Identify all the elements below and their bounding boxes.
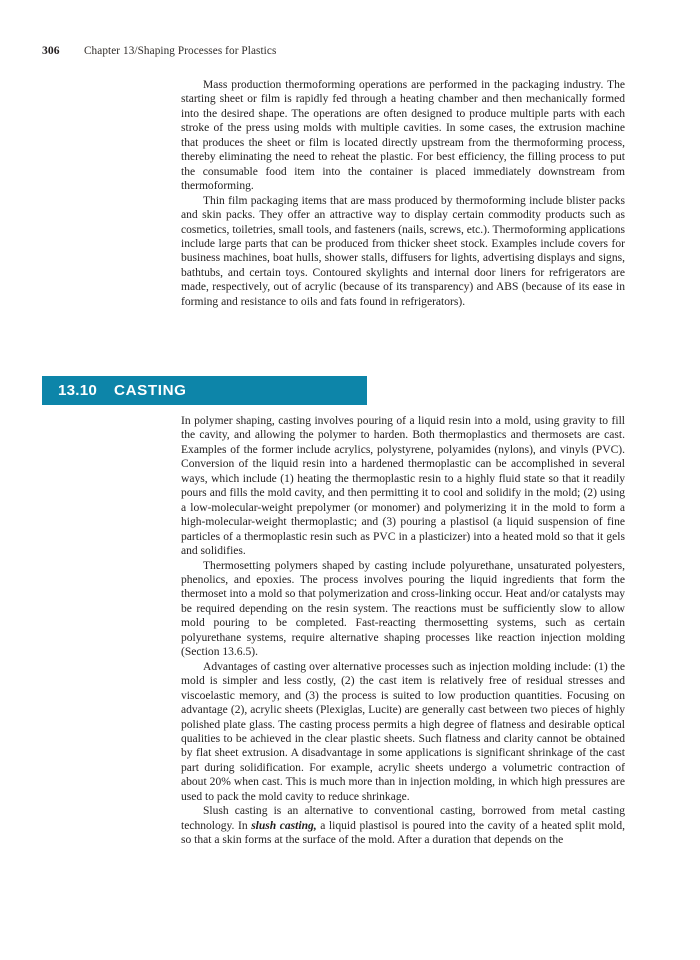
paragraph: Advantages of casting over alternative processes such as injection molding include: (1) the mold is simpler and less costly, (2) the cast item is relatively free of residual stresses and viscoelastic memory, and (3) the process is suited to low production quantities. Focusing on advantage (2), acrylic sheets (Plexiglas, Lucite) are generally cast between two pieces of highly polished plate glass. The casting process permits a high degree of flatness and desirable optical qualities to be achieved in the clear plastic sheets. Such flatness and clarity cannot be obtained by flat sheet extrusion. A disadvantage in some applications is significant shrinkage of the cast part during solidification. For example, acrylic sheets undergo a volumetric contraction of about 20% when cast. This is much more than in injection molding, in which high pressures are used to pack the mold cavity to reduce shrinkage. bbox=[181, 660, 625, 803]
section-number: 13.10 bbox=[58, 382, 98, 399]
term-emphasis: slush casting, bbox=[251, 819, 317, 832]
paragraph: In polymer shaping, casting involves pouring of a liquid resin into a mold, using gravity to fill the cavity, and allowing the polymer to harden. Both thermoplastics and thermosets are cast. Examples of the former include acrylics, polystyrene, polyamides (nylons), and vinyls (PVC). Conversion of the liquid resin into a hardened thermoplastic can be accomplished in several ways, which include (1) heating the thermoplastic resin to a highly fluid state so that it readily pours and fills the mold cavity, and then permitting it to cool and solidify in the mold; (2) using a low-molecular-weight prepolymer (or monomer) and polymerizing it in the mold to form a high-molecular-weight thermoplastic; and (3) pouring a plastisol (a liquid suspension of fine particles of a thermoplastic resin such as PVC in a plasticizer) into a heated mold so that it gels and solidifies. bbox=[181, 415, 625, 558]
paragraph-slush-casting bbox=[181, 804, 625, 847]
section-text-column bbox=[181, 414, 625, 848]
paragraph: Mass production thermoforming operations are performed in the packaging industry. The starting sheet or film is rapidly fed through a heating chamber and then mechanically formed into the desired shape. The operations are often designed to produce multiple parts with each stroke of the press using molds with multiple cavities. In some cases, the extrusion machine that produces the sheet or film is located directly upstream from the thermoforming process, thereby eliminating the need to reheat the plastic. For best efficiency, the filling process to put the consumable food item into the container is placed immediately downstream from thermoforming. bbox=[181, 79, 625, 193]
page-number: 306 bbox=[42, 44, 60, 57]
paragraph-tail: a liquid plastisol is poured into the cavity of a heated split mold, so that a skin forms at the surface of the mold. After a duration that depends on the bbox=[181, 819, 625, 847]
running-head bbox=[42, 44, 632, 62]
section-heading-band bbox=[42, 376, 367, 405]
section-title: CASTING bbox=[114, 382, 187, 399]
running-title: Chapter 13/Shaping Processes for Plastics bbox=[84, 45, 277, 57]
paragraph: Thin film packaging items that are mass produced by thermoforming include blister packs and skin packs. They offer an attractive way to display certain commodity products such as cosmetics, toiletries, small tools, and fasteners (nails, screws, etc.). Thermoforming applications include large parts that can be produced from thicker sheet stock. Examples include covers for business machines, boat hulls, shower stalls, diffusers for lights, advertising displays and signs, bathtubs, and certain toys. Contoured skylights and internal door liners for refrigerators are made, respectively, out of acrylic (because of its transparency) and ABS (because of its ease in forming and resistance to oils and fats found in refrigerators). bbox=[181, 194, 625, 308]
paragraph-lead: Slush casting is an alternative to conventional casting, borrowed from metal casting technology. In bbox=[181, 805, 625, 832]
paragraph: Thermosetting polymers shaped by casting include polyurethane, unsaturated polyesters, phenolics, and epoxies. The process involves pouring the liquid ingredients that form the thermoset into a mold so that polymerization and cross-linking occur. Heat and/or catalysts may be required depending on the resin system. The reactions must be sufficiently slow to allow mold pouring to be completed. Fast-reacting thermosetting systems, such as certain polyurethane systems, require alternative shaping processes like reaction injection molding (Section 13.6.5). bbox=[181, 559, 625, 659]
top-text-column bbox=[181, 78, 625, 309]
